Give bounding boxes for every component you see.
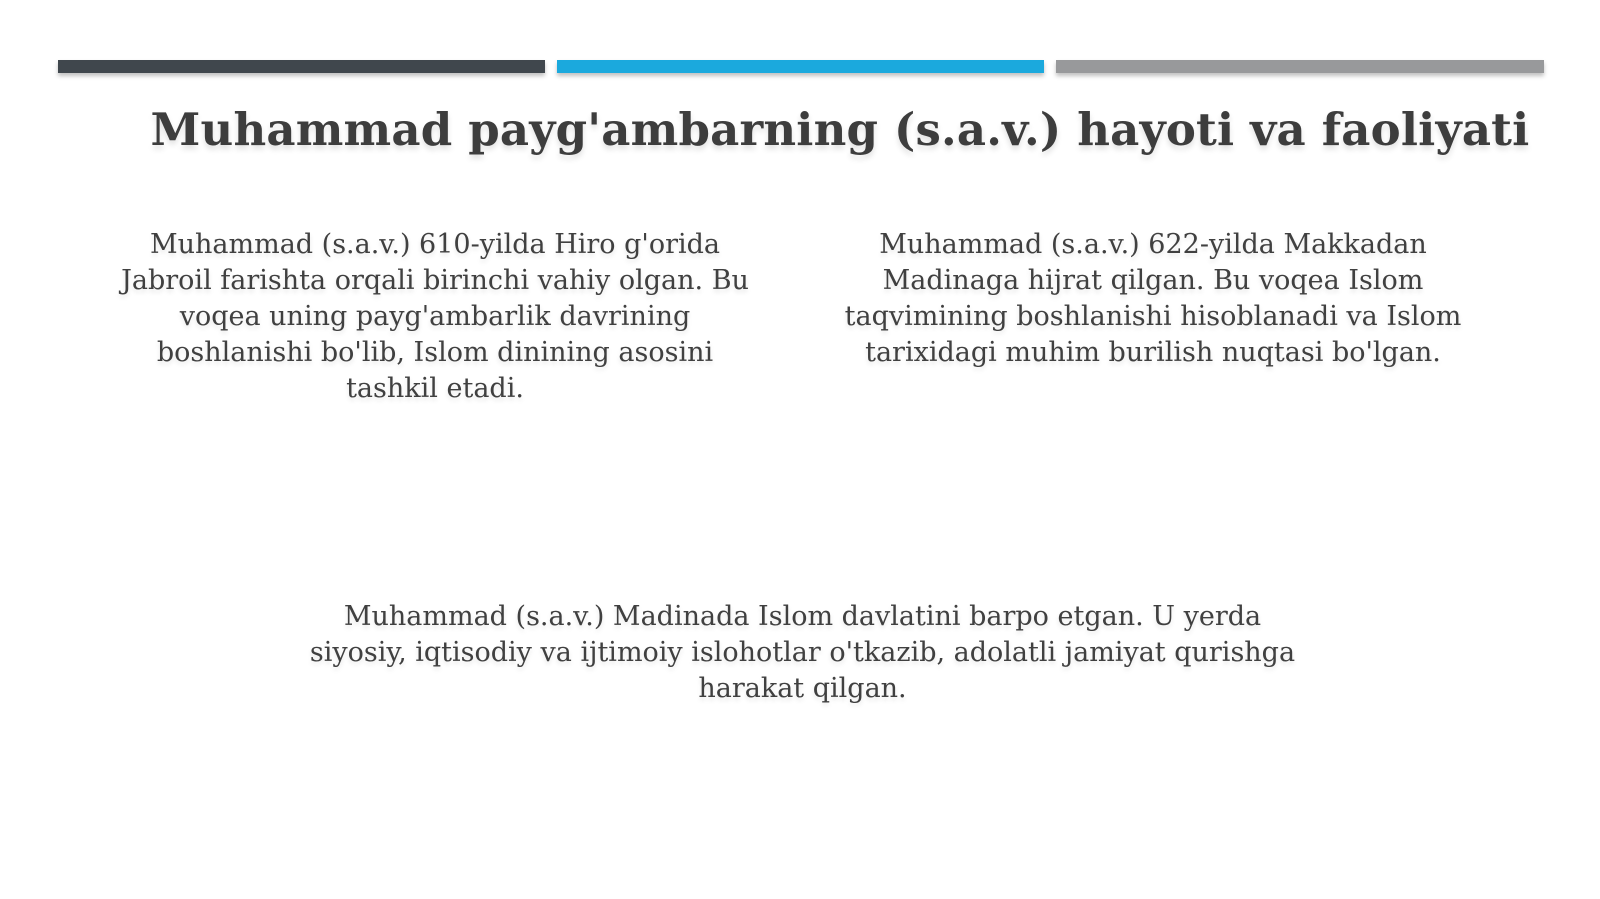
paragraph-madina-state: Muhammad (s.a.v.) Madinada Islom davlatini barpo etgan. U yerda siyosiy, iqtisodiy va ijtimoiy islohotlar o'tkazib, adolatli jamiyat qurishga harakat qilgan. [309,601,1296,704]
accent-bar-dark [58,60,545,73]
paragraph-hijra: Muhammad (s.a.v.) 622-yilda Makkadan Madinaga hijrat qilgan. Bu voqea Islom taqvimining boshlanishi hisoblanadi va Islom tarixidagi muhim burilish nuqtasi bo'lgan. [844,229,1462,368]
slide-title: Muhammad payg'ambarning (s.a.v.) hayoti va faoliyati [150,103,1530,156]
paragraph-first-revelation: Muhammad (s.a.v.) 610-yilda Hiro g'orida Jabroil farishta orqali birinchi vahiy olgan. Bu voqea uning payg'ambarlik davrining boshlanishi bo'lib, Islom dinining asosini tashkil etadi. [121,229,749,404]
accent-bar-blue [557,60,1044,73]
accent-bar-gray [1056,60,1544,73]
